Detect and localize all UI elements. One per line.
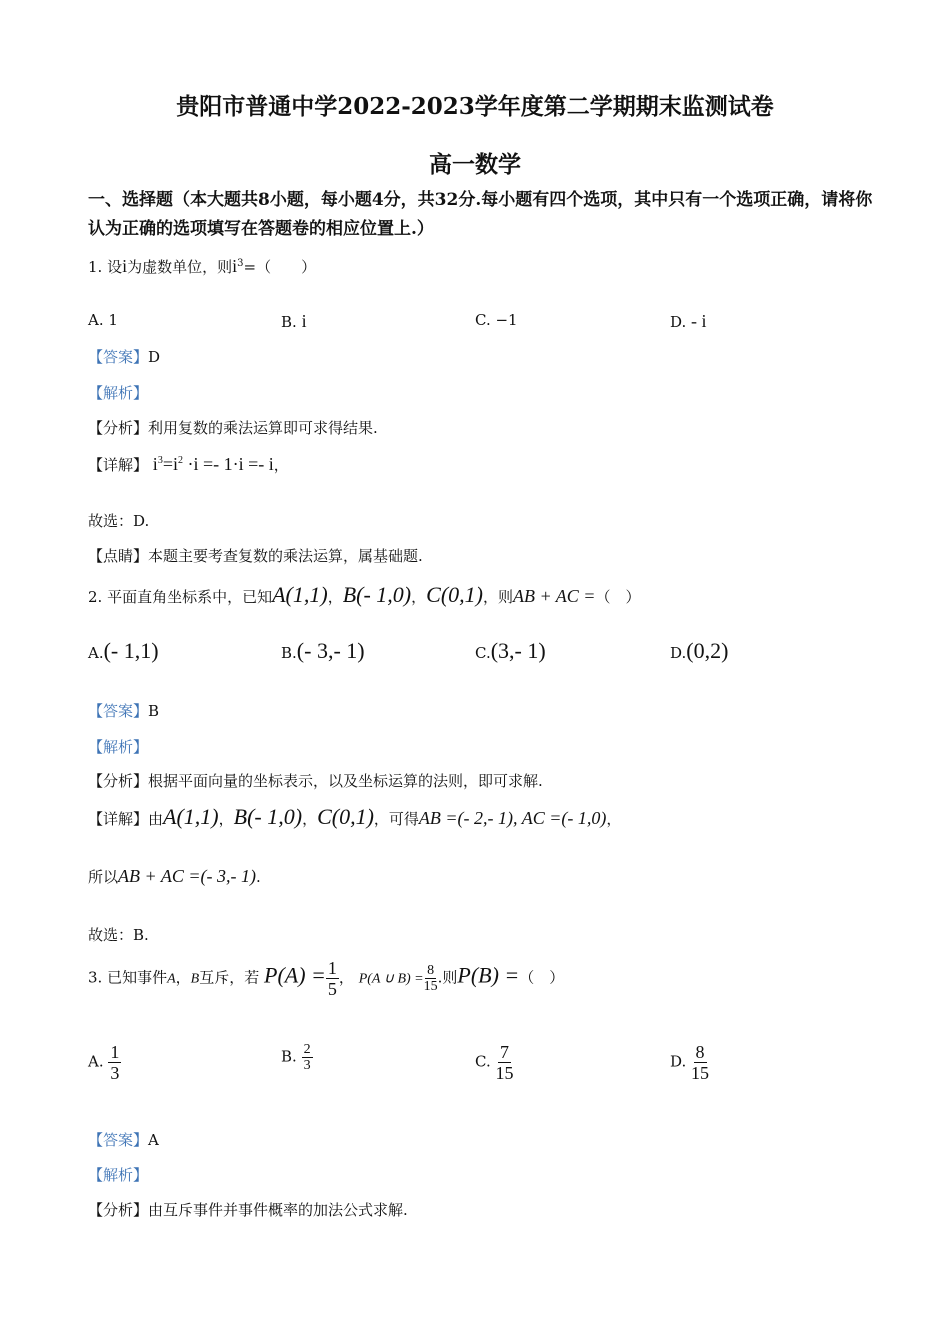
q1-choose: 故选：D. [88,512,150,530]
q1-fenxi: 【分析】利用复数的乘法运算即可求得结果. [88,419,378,437]
q2-option-d: D.(0,2) [670,638,729,663]
q2-option-b: B.(- 3,- 1) [281,638,365,663]
q2-option-c: C.(3,- 1) [475,638,546,663]
q2-option-a: A.(- 1,1) [88,638,159,663]
q1-answer: 【答案】D [88,348,161,366]
document-subtitle: 高一数学 [429,151,521,178]
q1-option-b: B. i [281,311,307,331]
q1-detail: 【详解】 $i^3=i^2 \cdot i =- 1\cdot i =- i$， [88,454,289,474]
q2-stem: 2. 平面直角坐标系中，已知A(1,1)，B(- 1,0)，C(0,1)，则AB + AC =（ ） [88,582,641,607]
q1-stem: 1. 设i为虚数单位，则$i^3=$（ ） [88,256,317,276]
q2-analysis-tag: 【解析】 [88,738,149,756]
q1-dianjing: 【点睛】本题主要考查复数的乘法运算，属基础题. [88,547,423,565]
q2-choose: 故选：B. [88,926,149,944]
q1-option-a: A. 1 [88,311,118,329]
q3-answer: 【答案】A [88,1131,159,1149]
q3-option-c: C. $\frac{7}{15}$ [475,1042,514,1083]
q3-stem: 3. 已知事件A，B互斥，若 P(A) = $\frac{1}{5}$ ， P(A ∪ B) = $\frac{8}{15}$ .则P(B) =（ ） [88,958,565,999]
q3-fenxi: 【分析】由互斥事件并事件概率的加法公式求解. [88,1201,408,1219]
section-heading: 一、选择题（本大题共8小题，每小题4分，共32分.每小题有四个选项，其中只有一个选项正确，请将你认为正确的选项填写在答题卷的相应位置上.） [88,190,873,239]
q2-fenxi: 【分析】根据平面向量的坐标表示，以及坐标运算的法则，即可求解. [88,772,543,790]
q2-detail: 【详解】由A(1,1)，B(- 1,0)，C(0,1)，可得AB =(- 2,- 1), AC =(- 1,0)， [88,804,622,829]
q3-option-b: B. $\frac{2}{3}$ [281,1042,311,1073]
q3-analysis-tag: 【解析】 [88,1166,149,1184]
q1-option-c: C. −1 [475,311,518,329]
q1-analysis-tag: 【解析】 [88,384,149,402]
document-title: 贵阳市普通中学2022-2023学年度第二学期期末监测试卷 [176,93,774,120]
q3-option-d: D. $\frac{8}{15}$ [670,1042,710,1083]
q2-suoyi: 所以AB + AC =(- 3,- 1). [88,866,261,886]
q3-option-a: A. $\frac{1}{3}$ [88,1042,120,1083]
q1-option-d: D. - i [670,311,707,331]
q2-answer: 【答案】B [88,702,160,720]
